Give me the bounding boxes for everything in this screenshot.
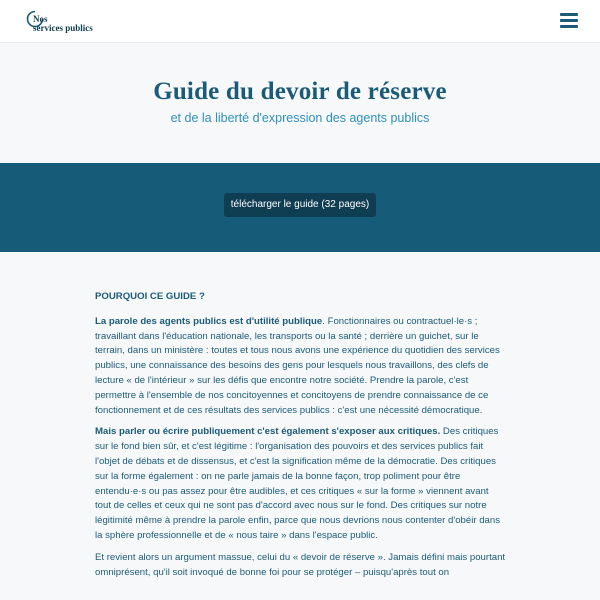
site-logo[interactable] bbox=[26, 10, 116, 34]
site-header bbox=[0, 0, 600, 43]
logo-text-line2: services publics bbox=[33, 23, 93, 33]
menu-bar bbox=[560, 25, 578, 28]
page-subtitle: et de la liberté d'expression des agents publics bbox=[170, 111, 430, 125]
section-heading: POURQUOI CE GUIDE ? bbox=[95, 291, 205, 302]
paragraph-2-lead: Mais parler ou écrire publiquement c'est également s'exposer aux critiques. bbox=[95, 426, 441, 438]
page-title: Guide du devoir de réserve bbox=[153, 78, 447, 105]
logo-text-line1: Nos bbox=[33, 14, 48, 24]
hero-section bbox=[0, 43, 600, 163]
paragraph-1-lead: La parole des agents publics est d'utilité publique bbox=[95, 315, 323, 327]
download-guide-button[interactable]: télécharger le guide (32 pages) bbox=[224, 193, 376, 217]
article-body bbox=[95, 290, 507, 587]
download-band bbox=[0, 163, 600, 252]
paragraph-1 bbox=[95, 315, 507, 419]
paragraph-1-text: . Fonctionnaires ou contractuel·le·s ; travaillant dans l'éducation nationale, les transports ou la santé ; derrière un guichet, sur le terrain, dans un ministère : toutes et tous nous avons une expérience du quotidien des services publics, une connaissance des besoins des gens pour lesquels nous travaillons, des clefs de lecture « de l'intérieur » sur les défis que encontre notre société. Prendre la parole, c'est permettre à l'ensemble de nos concitoyennes et concitoyens de prendre connaissance de ce fonctionnement et de ces résultats des services publics : c'est une nécessité démocratique. bbox=[95, 315, 500, 416]
menu-bar bbox=[560, 19, 578, 22]
article-section bbox=[0, 252, 600, 600]
paragraph-2-text: Des critiques sur le fond bien sûr, et c'est légitime : l'organisation des pouvoirs et des services publics fait l'objet de débats et de dissensus, et c'est la signification même de la démocratie. Des critiques sur la forme également : on ne parle jamais de la bonne façon, trop poliment pour être entendu·e·s ou pas assez pour être audibles, et ces critiques « sur la forme » viennent avant tout de celles et ceux qui ne sont pas d'accord avec nous sur le fond. Des critiques sur notre légitimité même à prendre la parole enfin, parce que nous devrions nous contenter d'obéir dans la sphère professionnelle et de « nous taire » dans l'espace public. bbox=[95, 426, 501, 541]
paragraph-3-text: Et revient alors un argument massue, celui du « devoir de réserve ». Jamais défini mais pourtant omniprésent, qu'il soit invoqué de bonne foi pour se protéger – puisqu'après tout on bbox=[95, 551, 506, 578]
hamburger-menu-icon[interactable] bbox=[560, 13, 578, 29]
menu-bar bbox=[560, 13, 578, 16]
paragraph-2 bbox=[95, 425, 507, 543]
paragraph-3 bbox=[95, 551, 507, 581]
